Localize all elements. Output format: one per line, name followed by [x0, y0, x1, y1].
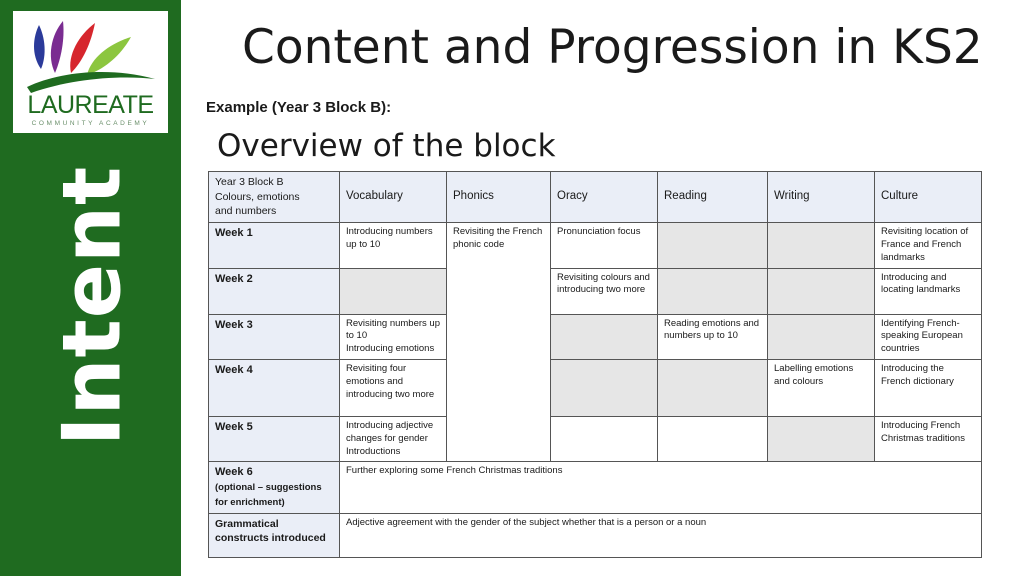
- week2-oracy: Revisiting colours and introducing two more: [551, 268, 658, 314]
- week1-writing: [768, 223, 875, 268]
- week1-oracy: Pronunciation focus: [551, 223, 658, 268]
- corner-line-2: Colours, emotions: [215, 190, 300, 203]
- table-row-week6: [209, 462, 982, 514]
- column-header-vocabulary: Vocabulary: [340, 172, 447, 223]
- phonics-cell: Revisiting the French phonic code: [447, 223, 551, 462]
- week4-vocabulary: Revisiting four emotions and introducing two more: [340, 359, 447, 416]
- column-header-phonics: Phonics: [447, 172, 551, 223]
- column-header-oracy: Oracy: [551, 172, 658, 223]
- column-header-culture: Culture: [875, 172, 982, 223]
- week3-vocabulary-line1: Revisiting numbers up to 10: [346, 317, 440, 342]
- school-logo: [13, 11, 168, 133]
- table-row-week4: [209, 359, 982, 416]
- sidebar: [0, 0, 181, 576]
- week1-vocabulary: Introducing numbers up to 10: [340, 223, 447, 268]
- week1-culture: Revisiting location of France and French landmarks: [875, 223, 982, 268]
- week5-vocabulary-line1: Introducing adjective changes for gender: [346, 419, 434, 444]
- week5-culture: Introducing French Christmas traditions: [875, 416, 982, 461]
- week5-oracy: [551, 416, 658, 461]
- table-row-week3: [209, 314, 982, 359]
- table-row-grammar: [209, 513, 982, 557]
- example-label: Example (Year 3 Block B):: [206, 99, 392, 116]
- row-label-week4: Week 4: [209, 359, 340, 416]
- week3-vocabulary-line2: Introducing emotions: [346, 343, 435, 355]
- week4-reading: [658, 359, 768, 416]
- row-label-week5: Week 5: [209, 416, 340, 461]
- week4-culture: Introducing the French dictionary: [875, 359, 982, 416]
- row-label-week6: [209, 462, 340, 514]
- week5-vocabulary-line2: Introductions: [346, 445, 401, 457]
- week2-culture: Introducing and locating landmarks: [875, 268, 982, 314]
- week1-reading: [658, 223, 768, 268]
- intent-vertical-label: Intent: [45, 165, 139, 447]
- table-row-week1: [209, 223, 982, 268]
- week2-writing: [768, 268, 875, 314]
- week6-note: (optional – suggestions for enrichment): [215, 482, 322, 509]
- row-label-grammar: Grammatical constructs introduced: [209, 513, 340, 557]
- row-label-week2: Week 2: [209, 268, 340, 314]
- week5-writing: [768, 416, 875, 461]
- week5-reading: [658, 416, 768, 461]
- page-title: Content and Progression in KS2: [242, 20, 983, 75]
- block-overview-table: [208, 171, 982, 558]
- corner-line-1: Year 3 Block B: [215, 176, 284, 188]
- column-header-writing: Writing: [768, 172, 875, 223]
- table-row-week5: [209, 416, 982, 461]
- grammar-content: Adjective agreement with the gender of the subject whether that is a person or a noun: [340, 513, 982, 557]
- logo-subtitle: COMMUNITY ACADEMY: [31, 120, 150, 127]
- week4-writing: Labelling emotions and colours: [768, 359, 875, 416]
- week2-vocabulary: [340, 268, 447, 314]
- column-header-reading: Reading: [658, 172, 768, 223]
- week3-oracy: [551, 314, 658, 359]
- overview-heading: Overview of the block: [217, 128, 556, 164]
- week6-label: Week 6: [215, 466, 253, 479]
- corner-line-3: and numbers: [215, 205, 277, 218]
- week6-content: Further exploring some French Christmas traditions: [340, 462, 982, 514]
- week3-writing: [768, 314, 875, 359]
- table-row-week2: [209, 268, 982, 314]
- week2-reading: [658, 268, 768, 314]
- tulip-leaves-icon: [21, 17, 161, 93]
- logo-wordmark: LAUREATE: [27, 91, 154, 119]
- corner-header: [209, 172, 340, 223]
- week5-vocabulary: [340, 416, 447, 461]
- week3-vocabulary: [340, 314, 447, 359]
- week4-oracy: [551, 359, 658, 416]
- row-label-week1: Week 1: [209, 223, 340, 268]
- table-header-row: [209, 172, 982, 223]
- week3-culture: Identifying French-speaking European countries: [875, 314, 982, 359]
- row-label-week3: Week 3: [209, 314, 340, 359]
- week3-reading: Reading emotions and numbers up to 10: [658, 314, 768, 359]
